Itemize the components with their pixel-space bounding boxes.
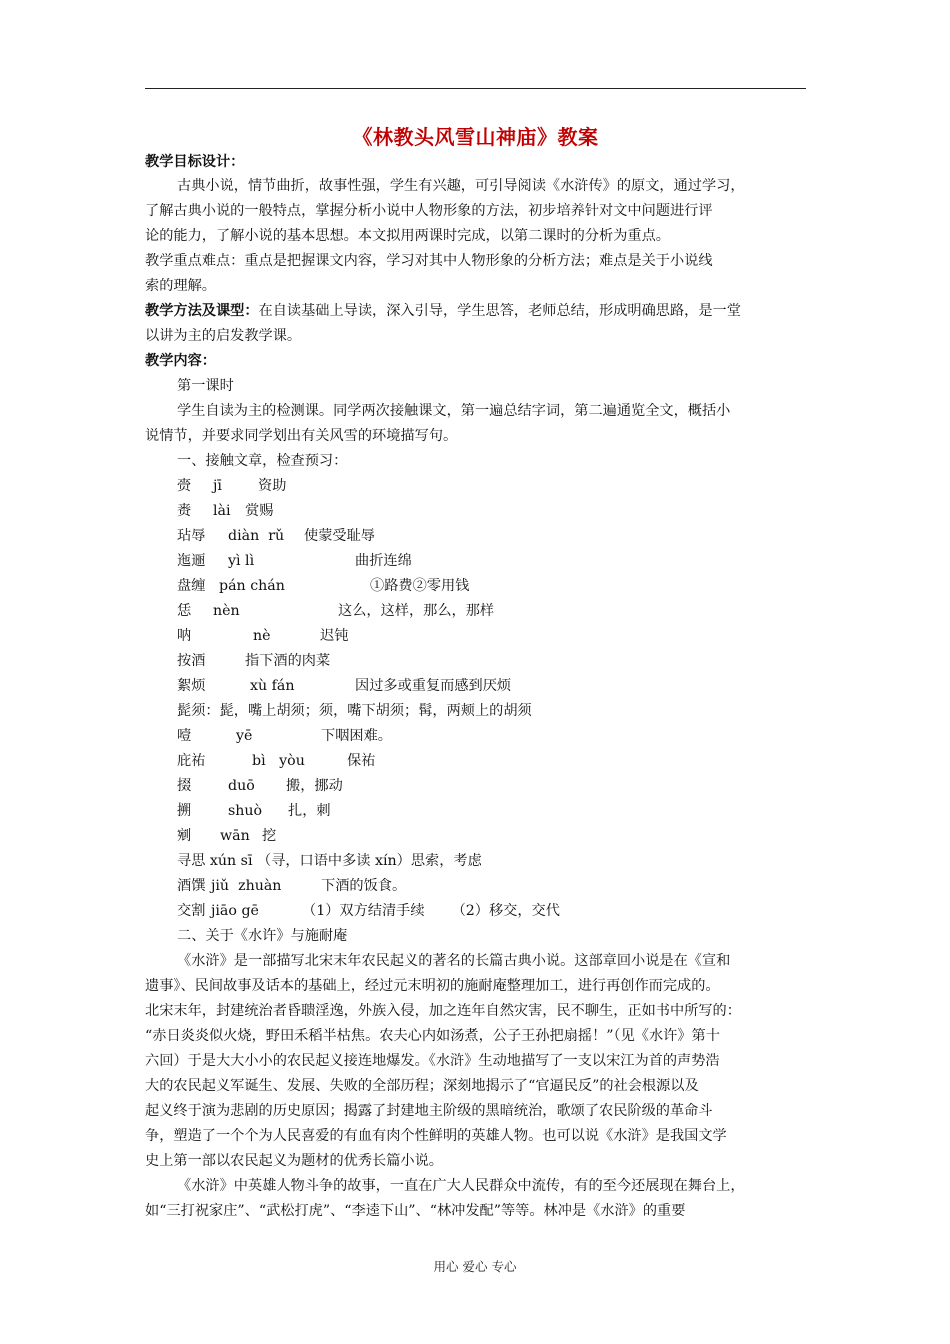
section-heading-content: 教学内容： bbox=[145, 353, 216, 369]
vocab-meaning: 迟钝 bbox=[320, 628, 349, 644]
vocab-term: 掇 bbox=[177, 778, 192, 794]
document-title: 《林教头风雪山神庙》教案 bbox=[352, 125, 599, 149]
vocab-meaning: 指下酒的肉菜 bbox=[245, 653, 331, 669]
vocab-pinyin: bì yòu bbox=[252, 753, 305, 769]
paragraph-line: 北宋末年，封建统治者昏聩淫逸，外族入侵，加之连年自然灾害，民不聊生，正如书中所写的： bbox=[145, 1003, 741, 1019]
vocab-pinyin: jiǔ zhuàn bbox=[211, 878, 282, 894]
vocab-term: 恁 bbox=[177, 603, 192, 619]
vocab-pinyin: wān bbox=[220, 828, 250, 844]
vocab-term: 赍 bbox=[177, 478, 192, 494]
vocab-term: 庇祐 bbox=[177, 753, 206, 769]
vocab-term: 交割 bbox=[177, 903, 206, 919]
vocab-meaning: （1）双方结清手续 （2）移交，交代 bbox=[302, 903, 560, 919]
vocab-meaning: 赏赐 bbox=[245, 503, 274, 519]
paragraph-line: “赤日炎炎似火烧，野田禾稻半枯焦。农夫心内如汤煮，公子王孙把扇摇！”（见《水许》第十 bbox=[145, 1028, 720, 1044]
vocab-pinyin: jiāo gē bbox=[211, 903, 259, 919]
paragraph-line: 大的农民起义军诞生、发展、失败的全部历程；深刻地揭示了“官逼民反”的社会根源以及 bbox=[145, 1078, 699, 1094]
vocab-meaning: 资助 bbox=[258, 478, 287, 494]
vocab-term: 剜 bbox=[177, 828, 192, 844]
vocab-term: 呐 bbox=[177, 628, 192, 644]
section-heading-goals: 教学目标设计： bbox=[145, 154, 245, 170]
vocab-meaning: 下酒的饭食。 bbox=[321, 878, 407, 894]
paragraph-line: 争，塑造了一个个为人民喜爱的有血有肉个性鲜明的英雄人物。也可以说《水浒》是我国文学 bbox=[145, 1128, 727, 1144]
method-text: 在自读基础上导读，深入引导，学生思答，老师总结，形成明确思路，是一堂 bbox=[258, 303, 741, 319]
vocab-term: 赉 bbox=[177, 503, 192, 519]
vocab-pinyin: nè bbox=[253, 628, 271, 644]
vocab-meaning: 扎，刺 bbox=[288, 803, 331, 819]
vocab-pinyin: duō bbox=[228, 778, 255, 794]
vocab-meaning: 曲折连绵 bbox=[355, 553, 412, 569]
lesson-line: 学生自读为主的检测课。同学两次接触课文，第一遍总结字词，第二遍通览全文，概括小 bbox=[177, 403, 731, 419]
vocab-term: 寻思 xún sī （寻，口语中多读 xín）思索，考虑 bbox=[177, 853, 482, 869]
vocab-pinyin: diàn rǔ bbox=[228, 528, 285, 544]
vocab-pinyin: shuò bbox=[228, 803, 263, 819]
paragraph-line: 《水浒》中英雄人物斗争的故事，一直在广大人民群众中流传，有的至今还展现在舞台上， bbox=[177, 1178, 745, 1194]
lesson-heading: 第一课时 bbox=[177, 378, 234, 394]
vocab-pinyin: pán chán bbox=[219, 578, 285, 594]
key-points-line: 索的理解。 bbox=[145, 278, 216, 294]
vocab-term: 酒馔 bbox=[177, 878, 206, 894]
header-rule bbox=[145, 88, 806, 89]
section-heading-method: 教学方法及课型： bbox=[145, 303, 259, 319]
part-heading: 一、接触文章，检查预习： bbox=[177, 453, 348, 469]
vocab-meaning: 下咽困难。 bbox=[321, 728, 392, 744]
vocab-pinyin: xù fán bbox=[250, 678, 295, 694]
vocab-term: 噎 bbox=[177, 728, 192, 744]
vocab-meaning: 保祐 bbox=[347, 753, 376, 769]
goal-line: 古典小说，情节曲折，故事性强，学生有兴趣，可引导阅读《水浒传》的原文，通过学习， bbox=[177, 178, 745, 194]
paragraph-line: 起义终于演为悲剧的历史原因；揭露了封建地主阶级的黑暗统治，歌颂了农民阶级的革命斗 bbox=[145, 1103, 713, 1119]
vocab-meaning: 搬，挪动 bbox=[286, 778, 343, 794]
paragraph-line: 史上第一部以农民起义为题材的优秀长篇小说。 bbox=[145, 1153, 443, 1169]
paragraph-line: 如“三打祝家庄”、“武松打虎”、“李逵下山”、“林冲发配”等等。林冲是《水浒》的重要 bbox=[145, 1203, 686, 1219]
vocab-meaning: ①路费②零用钱 bbox=[370, 578, 470, 594]
vocab-term: 搠 bbox=[177, 803, 192, 819]
method-line: 以讲为主的启发教学课。 bbox=[145, 328, 302, 344]
vocab-term: 迤逦 bbox=[177, 553, 206, 569]
key-points-line: 教学重点难点：重点是把握课文内容，学习对其中人物形象的分析方法；难点是关于小说线 bbox=[145, 253, 713, 269]
page-footer: 用心 爱心 专心 bbox=[433, 1259, 517, 1274]
vocab-pinyin: yē bbox=[236, 728, 253, 744]
vocab-pinyin: nèn bbox=[213, 603, 240, 619]
vocab-meaning: 因过多或重复而感到厌烦 bbox=[355, 678, 512, 694]
method-line bbox=[145, 302, 810, 320]
vocab-meaning: 挖 bbox=[262, 828, 277, 844]
goal-line: 了解古典小说的一般特点，掌握分析小说中人物形象的方法，初步培养针对文中问题进行评 bbox=[145, 203, 713, 219]
vocab-meaning: 这么，这样，那么，那样 bbox=[338, 603, 495, 619]
vocab-term: 髭须：髭，嘴上胡须；须，嘴下胡须；髯，两颊上的胡须 bbox=[177, 703, 532, 719]
paragraph-line: 《水浒》是一部描写北宋末年农民起义的著名的长篇古典小说。这部章回小说是在《宣和 bbox=[177, 953, 731, 969]
vocab-pinyin: lài bbox=[213, 503, 231, 519]
lesson-line: 说情节，并要求同学划出有关风雪的环境描写句。 bbox=[145, 428, 458, 444]
vocab-meaning: 使蒙受耻辱 bbox=[304, 528, 375, 544]
vocab-pinyin: jī bbox=[213, 478, 222, 494]
goal-line: 论的能力，了解小说的基本思想。本文拟用两课时完成，以第二课时的分析为重点。 bbox=[145, 228, 670, 244]
vocab-term: 玷辱 bbox=[177, 528, 206, 544]
vocab-term: 絮烦 bbox=[177, 678, 206, 694]
paragraph-line: 六回）于是大大小小的农民起义接连地爆发。《水浒》生动地描写了一支以宋江为首的声势浩 bbox=[145, 1053, 720, 1069]
vocab-term: 盘缠 bbox=[177, 578, 206, 594]
vocab-term: 按酒 bbox=[177, 653, 206, 669]
part-heading: 二、关于《水许》与施耐庵 bbox=[177, 928, 348, 944]
paragraph-line: 遗事》、民间故事及话本的基础上，经过元末明初的施耐庵整理加工，进行再创作而完成的。 bbox=[145, 978, 720, 994]
vocab-pinyin: yì lì bbox=[228, 553, 255, 569]
